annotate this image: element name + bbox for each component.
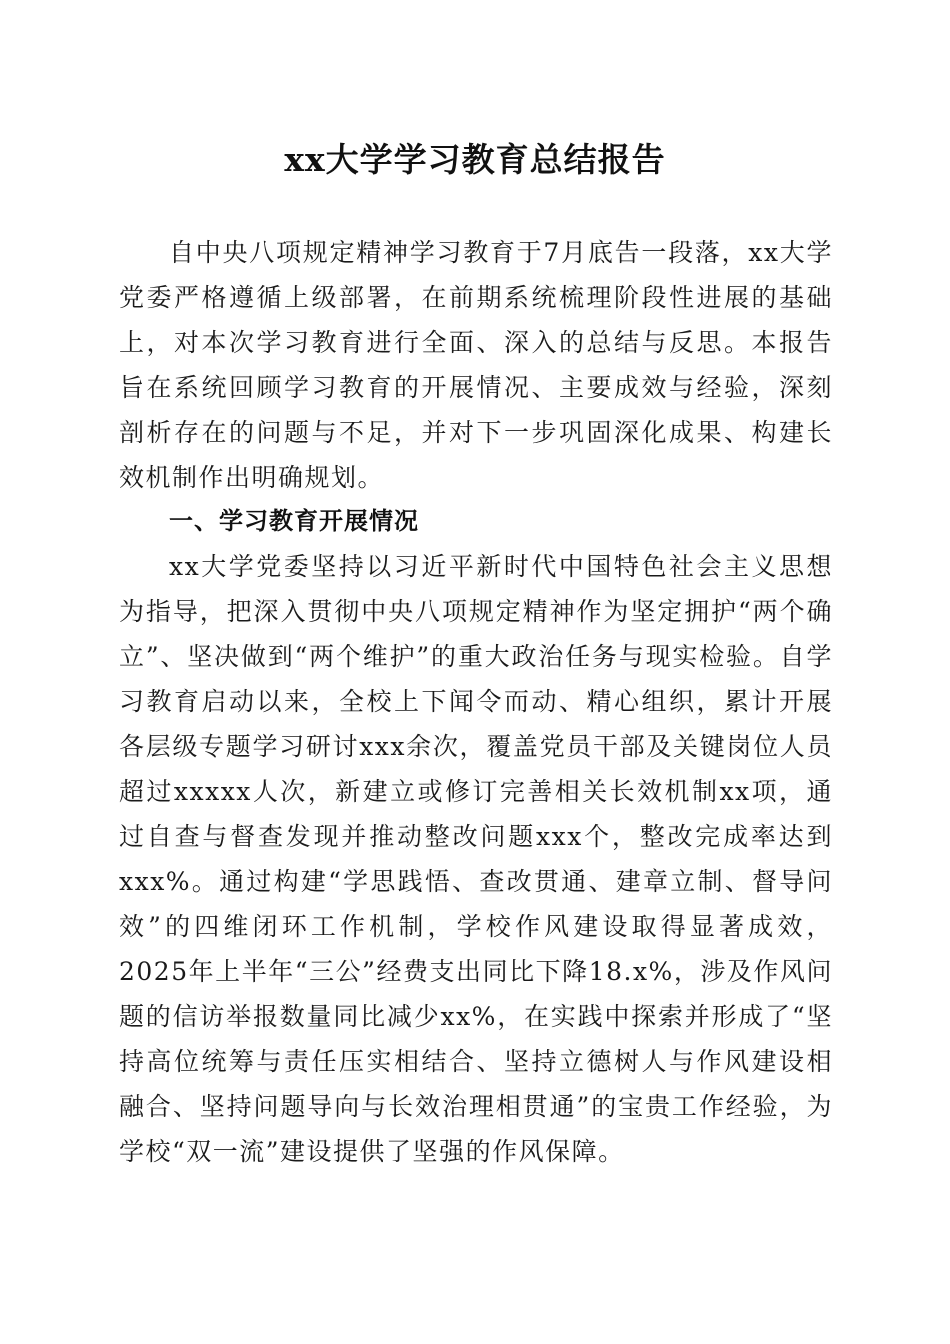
intro-paragraph: 自中央八项规定精神学习教育于7月底告一段落，xx大学党委严格遵循上级部署，在前期系统梳理阶段性进展的基础上，对本次学习教育进行全面、深入的总结与反思。本报告旨在系统回顾学习教育的开展情况、主要成效与经验，深刻剖析存在的问题与不足，并对下一步巩固深化成果、构建长效机制作出明确规划。 (119, 238, 833, 492)
document-title: xx大学学习教育总结报告 (284, 140, 666, 179)
section-paragraph: xx大学党委坚持以习近平新时代中国特色社会主义思想为指导，把深入贯彻中央八项规定精神作为坚定拥护“两个确立”、坚决做到“两个维护”的重大政治任务与现实检验。自学习教育启动以来，全校上下闻令而动、精心组织，累计开展各层级专题学习研讨xxx余次，覆盖党员干部及关键岗位人员超过xxxxx人次，新建立或修订完善相关长效机制xx项，通过自查与督查发现并推动整改问题xxx个，整改完成率达到xxx%。通过构建“学思践悟、查改贯通、建章立制、督导问效”的四维闭环工作机制，学校作风建设取得显著成效，2025年上半年“三公”经费支出同比下降18.x%，涉及作风问题的信访举报数量同比减少xx%，在实践中探索并形成了“坚持高位统筹与责任压实相结合、坚持立德树人与作风建设相融合、坚持问题导向与长效治理相贯通”的宝贵工作经验，为学校“双一流”建设提供了坚强的作风保障。 (119, 552, 833, 1166)
section-heading: 一、学习教育开展情况 (169, 507, 419, 535)
